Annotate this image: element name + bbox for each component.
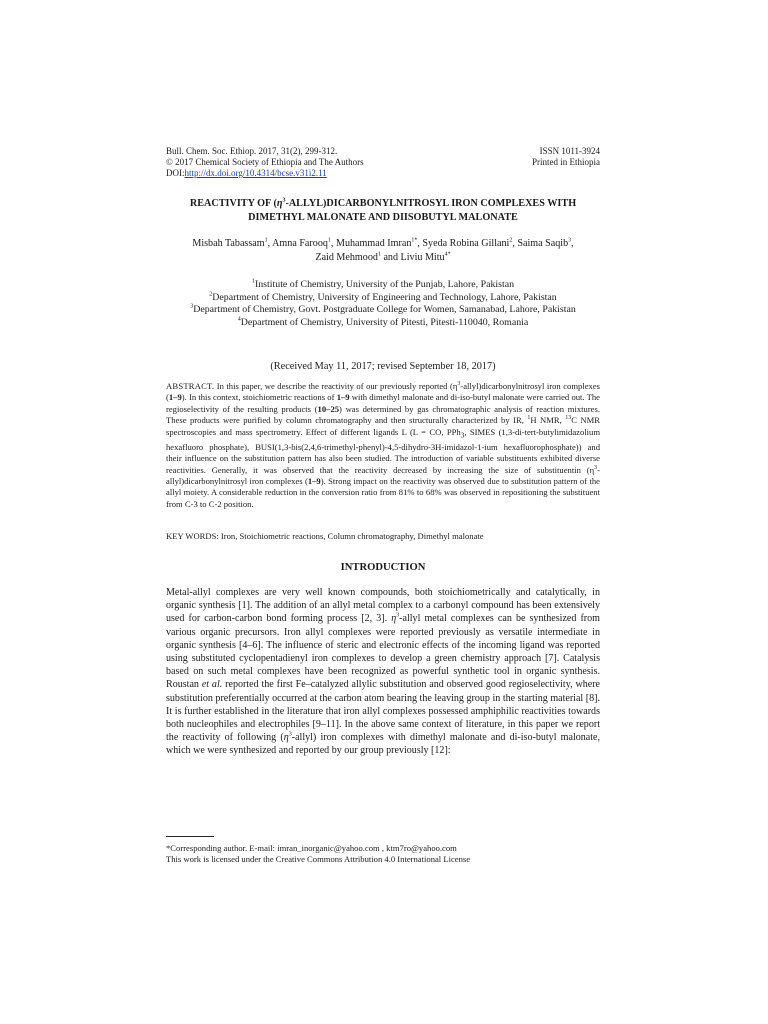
title-sup: 3 [282, 197, 286, 204]
section-heading-introduction: INTRODUCTION [340, 562, 426, 573]
citation: Bull. Chem. Soc. Ethiop. 2017, 31(2), 299-312. [166, 146, 338, 156]
abstract: ABSTRACT. In this paper, we describe the reactivity of our previously reported $(\eta^3-allyl)dicarbonylnitrosyl$ iron complexes (1–9). In this context, stoichiometric reactions of 1–9 with dimethyl malonate and di-iso-butyl malonate were carried out. The regioselectivity of the resulting products (10–25) was determined by gas chromatographic analysis of reaction mixtures. These products were purified by column chromatography and then structurally characterized by IR, $^1$H NMR, $^{13}$C NMR spectroscopies and mass spectrometry. Effect of different ligands L (L = CO, PPh$_3$, SIMES (1,3-di-tert-butylimidazolium hexafluoro phosphate), BUSI(1,3-bis(2,4,6-trimethyl-phenyl)-4,5-dihydro-3H-imidazol-1-ium hexafluorophosphate)) and their influence on the substitution pattern has also been studied. The introduction of variable substituents exhibited diverse reactivities. Generally, it was observed that the reactivity decreased by increasing the size of substituentin $(\eta^3-allyl)dicarbonylnitrosyl$ iron complexes (1–9). Strong impact on the reactivity was observed due to substitution pattern of the allyl moiety. A considerable reduction in the conversion ratio from 81% to 68% was observed in repositioning the substituent from C-3 to C-2 position. [166, 381, 601, 509]
journal-header [166, 146, 600, 179]
corresponding-author: *Corresponding author. E-mail: imran_inorganic@yahoo.com , ktm7ro@yahoo.com [166, 843, 457, 853]
title-eta: η [276, 198, 283, 209]
printed-in: Printed in Ethiopia [532, 157, 600, 167]
license-note: This work is licensed under the Creative Commons Attribution 4.0 International License [166, 854, 471, 864]
author: Misbah Tabassam$^1$, [192, 237, 273, 249]
footnote-divider [166, 836, 214, 837]
doi-line [166, 168, 327, 179]
abstract-label: ABSTRACT. [166, 381, 215, 391]
author: Muhammad Imran$^{1*}$, [335, 237, 423, 249]
affiliations [166, 279, 600, 329]
author: Amna Farooq$^1$, [272, 237, 336, 249]
affiliation: $^3$Department of Chemistry, Govt. Postgraduate College for Women, Samanabad, Lahore, Pakistan [190, 303, 576, 315]
author-list [166, 237, 600, 265]
keywords-label: KEY WORDS: [166, 531, 219, 541]
author: Syeda Robina Gillani$^2$, [422, 237, 518, 249]
author: Zaid Mehmood$^1$ and [315, 251, 401, 263]
affiliation: $^1$Institute of Chemistry, University of the Punjab, Lahore, Pakistan [251, 278, 515, 290]
issn: ISSN 1011-3924 [539, 146, 600, 156]
author: Liviu Mitu$^{4*}$ [400, 251, 451, 263]
doi-link[interactable]: http://dx.doi.org/10.4314/bcse.v31i2.11 [184, 168, 327, 178]
introduction-paragraph: Metal-allyl complexes are very well known compounds, both stoichiometrically and catalytically, in organic synthesis [1]. The addition of an allyl metal complex to a carbonyl compound has been extensively used for carbon-carbon bond forming process [2, 3]. $\eta^3$-allyl metal complexes can be synthesized from various organic precursors. Iron allyl complexes were reported previously as versatile intermediate in organic synthesis [4–6]. The influence of steric and electronic effects of the incoming ligand was reported using substituted cyclopentadienyl iron complexes to develop a green chemistry approach [7]. Catalysis based on such metal complexes have been recognized as powerful synthetic tool in organic synthesis. Roustan et al. reported the first Fe–catalyzed allylic substitution and observed good regioselectivity, where substitution preferentially occurred at the carbon atom bearing the leaving group in the starting material [8]. It is further established in the literature that iron allyl complexes possessed amphiphilic reactivities towards both nucleophiles and electrophiles [9–11]. In the above same context of literature, in this paper we report the reactivity of following $(\eta^3-allyl)$ iron complexes with dimethyl malonate and di-iso-butyl malonate, which we were synthesized and reported by our group previously [12]: [166, 587, 600, 757]
author: Saima Saqib$^3$, [517, 237, 574, 249]
title-pre: REACTIVITY OF ( [189, 198, 277, 209]
copyright: © 2017 Chemical Society of Ethiopia and The Authors [166, 157, 364, 167]
title-post: -ALLYL)DICARBONYLNITROSYL IRON COMPLEXES WITH DIMETHYL MALONATE AND DIISOBUTYL MALONATE [248, 198, 577, 223]
affiliation: $^2$Department of Chemistry, University of Engineering and Technology, Lahore, Pakistan [209, 291, 557, 303]
keywords [166, 531, 600, 542]
paper-title [166, 197, 600, 225]
doi-label: DOI: [166, 168, 185, 178]
affiliation: $^4$Department of Chemistry, University of Pitesti, Pitesti-110040, Romania [237, 316, 529, 328]
keywords-text: Iron, Stoichiometric reactions, Column chromatography, Dimethyl malonate [218, 531, 484, 541]
footnote [166, 843, 600, 865]
received-dates: (Received May 11, 2017; revised September 18, 2017) [270, 361, 496, 372]
